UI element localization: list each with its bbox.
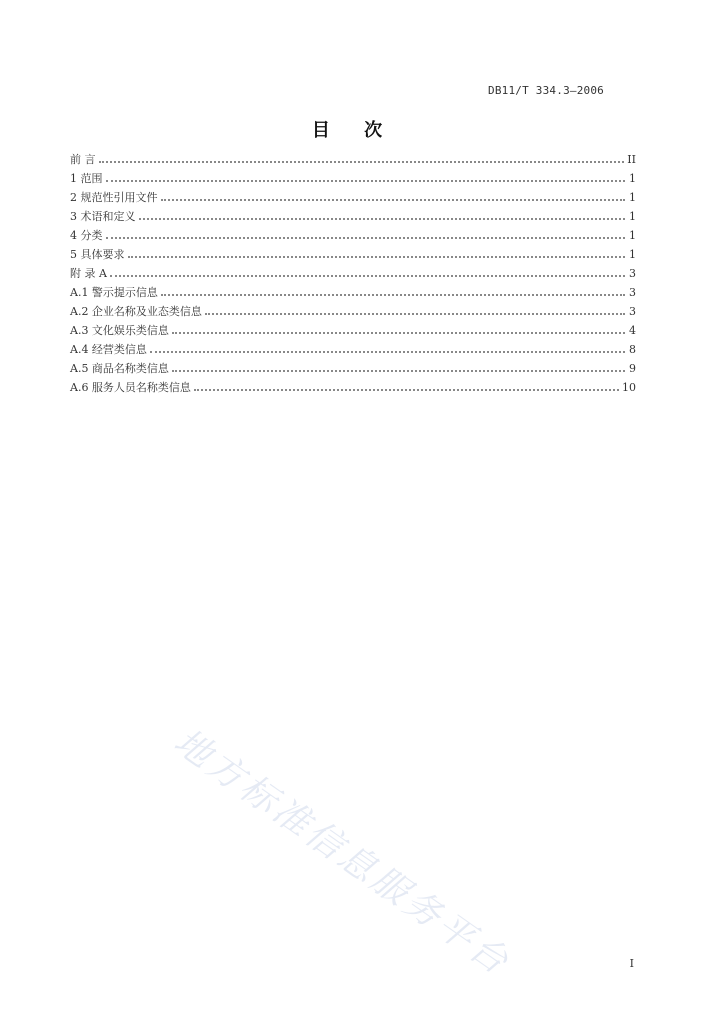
toc-entry-label: 4 分类 (70, 229, 103, 242)
toc-entry[interactable] (70, 337, 636, 356)
toc-entry[interactable] (70, 166, 636, 185)
toc-title: 目 次 (311, 120, 397, 141)
toc-entry[interactable] (70, 223, 636, 242)
toc-leader-dots (99, 160, 625, 163)
toc-entry-label: 前 言 (70, 153, 96, 166)
toc-entry[interactable] (70, 356, 636, 375)
toc-leader-dots (161, 293, 625, 296)
toc-entry-page: 1 (629, 191, 636, 204)
toc-entry-label: 2 规范性引用文件 (70, 191, 158, 204)
toc-entry[interactable] (70, 261, 636, 280)
toc-leader-dots (106, 236, 626, 239)
toc-leader-dots (106, 179, 626, 182)
toc-entry-label: 1 范围 (70, 172, 103, 185)
toc-entry-page: 3 (629, 286, 636, 299)
toc-entry-label: 5 具体要求 (70, 248, 125, 261)
toc-entry-page: 9 (629, 362, 636, 375)
toc-entry-page: 1 (629, 248, 636, 261)
toc-leader-dots (161, 198, 626, 201)
toc-leader-dots (205, 312, 625, 315)
toc-entry-page: 3 (629, 305, 636, 318)
toc-entry-label: A.3 文化娱乐类信息 (70, 324, 169, 337)
toc-leader-dots (110, 274, 625, 277)
toc-leader-dots (128, 255, 626, 258)
watermark-text: 地方标准信息服务平台 (166, 721, 518, 985)
toc-entry[interactable] (70, 204, 636, 223)
toc-entry-label: A.4 经营类信息 (70, 343, 147, 356)
table-of-contents (70, 147, 636, 394)
page-number: I (629, 957, 634, 970)
toc-entry-label: 3 术语和定义 (70, 210, 136, 223)
toc-entry[interactable] (70, 318, 636, 337)
toc-entry-label: A.5 商品名称类信息 (70, 362, 169, 375)
toc-entry-page: 4 (629, 324, 636, 337)
toc-entry-page: 1 (629, 210, 636, 223)
toc-leader-dots (194, 388, 619, 391)
toc-entry-page: 3 (629, 267, 636, 280)
toc-entry[interactable] (70, 375, 636, 394)
toc-entry[interactable] (70, 185, 636, 204)
toc-entry[interactable] (70, 242, 636, 261)
toc-entry-page: 1 (629, 172, 636, 185)
toc-entry[interactable] (70, 280, 636, 299)
toc-entry[interactable] (70, 147, 636, 166)
document-code: DB11/T 334.3—2006 (488, 84, 604, 97)
toc-leader-dots (172, 369, 625, 372)
toc-leader-dots (172, 331, 625, 334)
toc-entry-page: II (627, 153, 636, 166)
toc-leader-dots (150, 350, 625, 353)
toc-entry-label: A.1 警示提示信息 (70, 286, 158, 299)
toc-entry-page: 1 (629, 229, 636, 242)
toc-entry[interactable] (70, 299, 636, 318)
toc-entry-label: 附 录 A (70, 267, 107, 280)
toc-entry-page: 10 (622, 381, 636, 394)
toc-leader-dots (139, 217, 626, 220)
toc-entry-page: 8 (629, 343, 636, 356)
toc-entry-label: A.2 企业名称及业态类信息 (70, 305, 202, 318)
toc-entry-label: A.6 服务人员名称类信息 (70, 381, 191, 394)
